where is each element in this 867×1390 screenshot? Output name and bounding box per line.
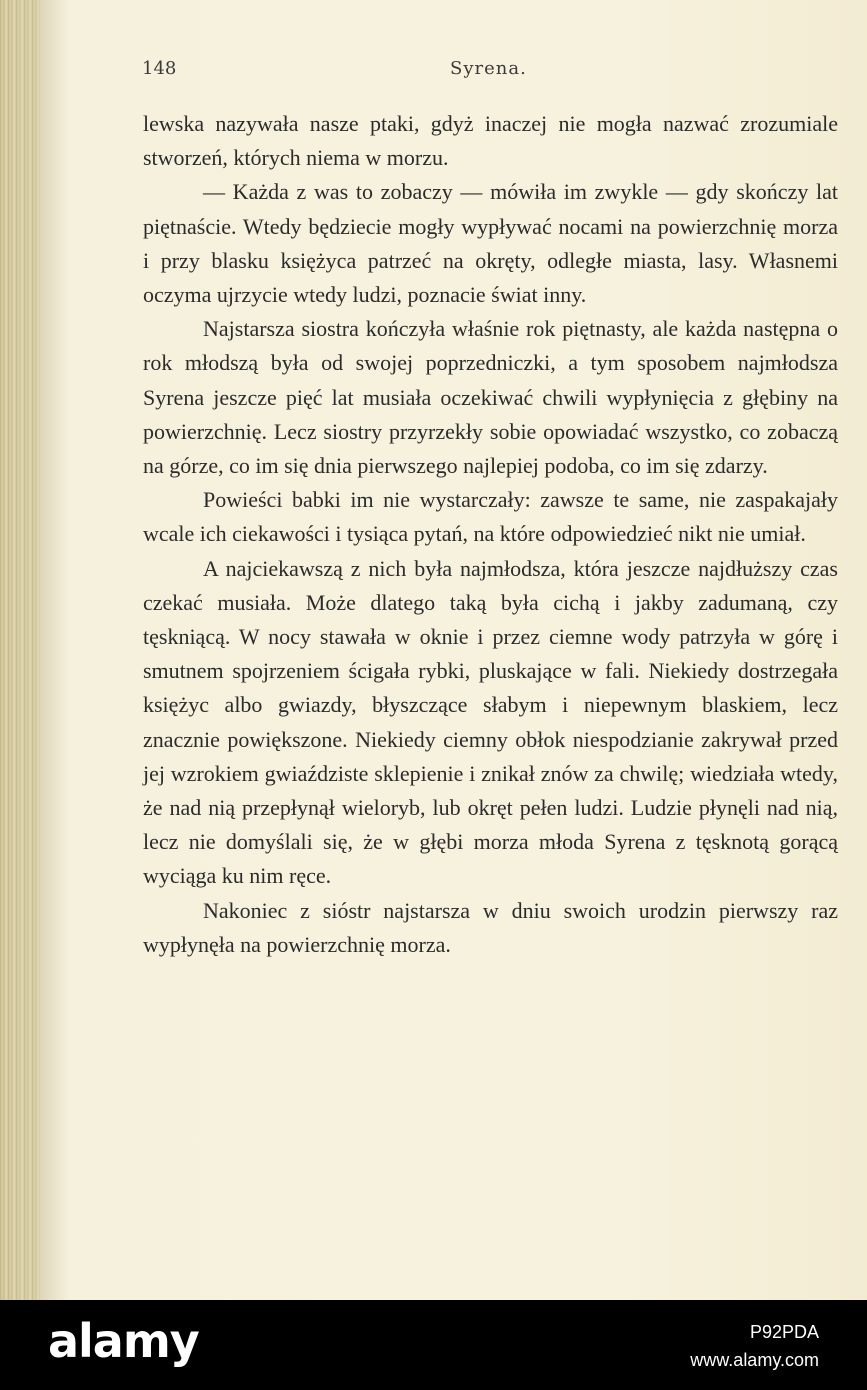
book-spine <box>0 0 40 1300</box>
paragraph-5: A najciekawszą z nich była najmłodsza, która jeszcze najdłuższy czas czekać musiała. Może dlatego taką była cichą i jakby zadumaną, czy tęskniącą. W nocy stawała w oknie i przez ciemne wody patrzyła w górę i smutnem spojrzeniem ścigała rybki, pluskające w fali. Niekiedy dostrzegała księżyc albo gwiazdy, błyszczące słabym i niepewnym blaskiem, lecz znacznie powiększone. Niekiedy ciemny obłok niespodzianie zakrywał przed jej wzrokiem gwiaździste sklepienie i znikał znów za chwilę; wiedziała wtedy, że nad nią przepłynął wieloryb, lub okręt pełen ludzi. Ludzie płynęli nad nią, lecz nie domyślali się, że w głębi morza młoda Syrena z tęsknotą gorącą wyciąga ku nim ręce. <box>143 555 838 889</box>
site-url: www.alamy.com <box>690 1350 819 1370</box>
alamy-logo: alamy <box>48 1314 199 1368</box>
page-header <box>142 58 822 88</box>
paragraph-6: Nakoniec z sióstr najstarsza w dniu swoich urodzin pierwszy raz wypłynęła na powierzchnię morza. <box>143 897 838 957</box>
paragraph-1: lewska nazywała nasze ptaki, gdyż inaczej nie mogła nazwać zrozumiale stworzeń, których niema w morzu. <box>143 111 838 171</box>
page-number: 148 <box>142 58 177 79</box>
paragraph-4: Powieści babki im nie wystarczały: zawsze te same, nie zaspakajały wcale ich ciekawości i tysiąca pytań, na które odpowiedzieć nikt nie umiał. <box>143 487 838 547</box>
stock-watermark-bar <box>0 1300 867 1390</box>
spine-shadow <box>40 0 70 1300</box>
running-title: Syrena. <box>450 58 527 79</box>
body-text <box>143 107 838 962</box>
paragraph-2: — Każda z was to zobaczy — mówiła im zwykle — gdy skończy lat piętnaście. Wtedy będziecie mogły wypływać nocami na powierzchnię morza i przy blasku księżyca patrzeć na okręty, odległe miasta, lasy. Własnemi oczyma ujrzycie wtedy ludzi, poznacie świat inny. <box>143 179 838 308</box>
paragraph-3: Najstarsza siostra kończyła właśnie rok piętnasty, ale każda następna o rok młodszą była od swojej poprzedniczki, a tym sposobem najmłodsza Syrena jeszcze pięć lat musiała oczekiwać chwili wypłynięcia z głębiny na powierzchnię. Lecz siostry przyrzekły sobie opowiadać wszystko, co zobaczą na górze, co im się dnia pierwszego najlepiej podoba, co im się zdarzy. <box>143 316 838 479</box>
image-id: P92PDA <box>749 1322 819 1342</box>
